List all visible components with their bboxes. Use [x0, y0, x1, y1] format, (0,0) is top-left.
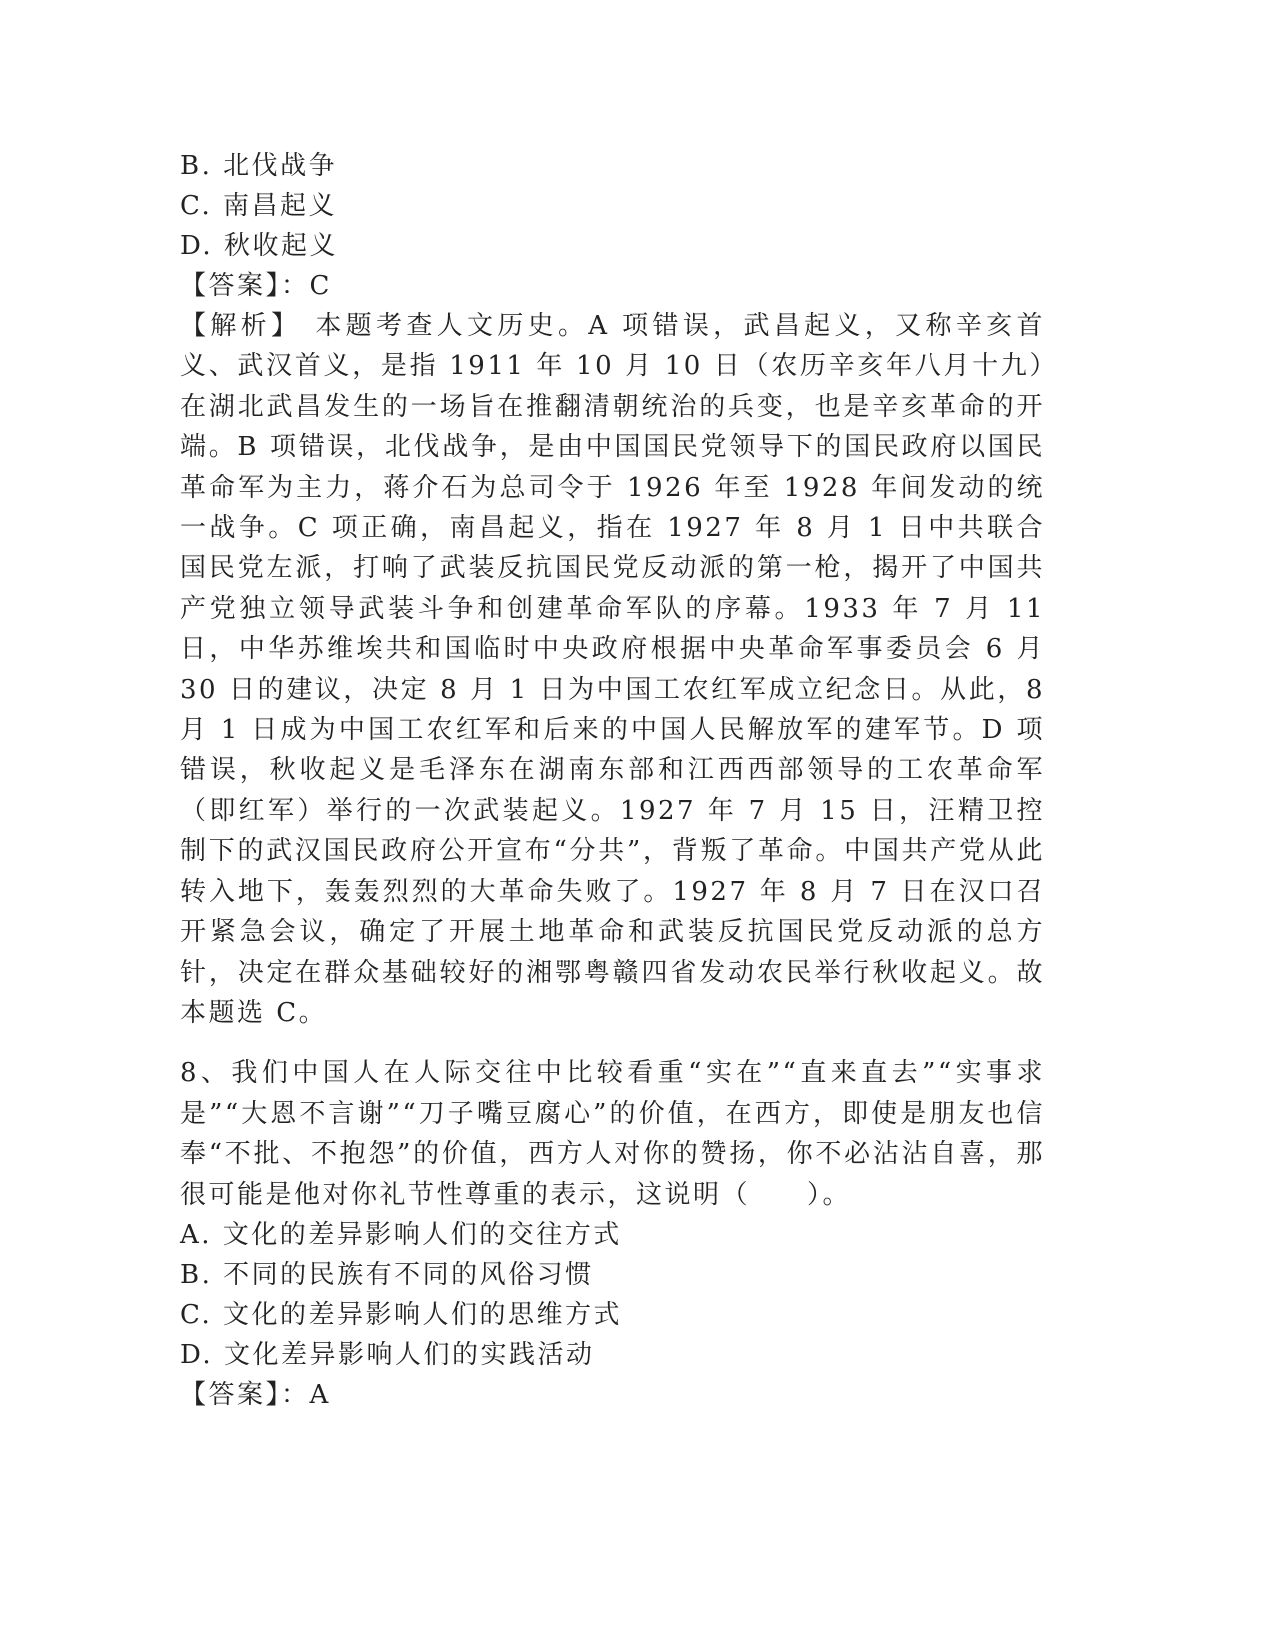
q7-option-d: D. 秋收起义 — [180, 231, 338, 261]
question-7-continuation — [180, 146, 1080, 1033]
q7-analysis-text: 本题考查人文历史。A 项错误，武昌起义，又称辛亥首义、武汉首义，是指 1911 年 10 月 10 日（农历辛亥年八月十九）在湖北武昌发生的一场旨在推翻清朝统治的兵变，也是辛亥革命的开端。B 项错误，北伐战争，是由中国国民党领导下的国民政府以国民革命军为主力，蒋介石为总司令于 1926 年至 1928 年间发动的统一战争。C 项正确，南昌起义，指在 1927 年 8 月 1 日中共联合国民党左派，打响了武装反抗国民党反动派的第一枪，揭开了中国共产党独立领导武装斗争和创建革命军队的序幕。1933 年 7 月 11 日，中华苏维埃共和国临时中央政府根据中央革命军事委员会 6 月 30 日的建议，决定 8 月 1 日为中国工农红军成立纪念日。从此，8 月 1 日成为中国工农红军和后来的中国人民解放军的建军节。D 项错误，秋收起义是毛泽东在湖南东部和江西西部领导的工农革命军（即红军）举行的一次武装起义。1927 年 7 月 15 日，汪精卫控制下的武汉国民政府公开宣布“分共”，背叛了革命。中国共产党从此转入地下，轰轰烈烈的大革命失败了。1927 年 8 月 7 日在汉口召开紧急会议，确定了开展土地革命和武装反抗国民党反动派的总方针，决定在群众基础较好的湘鄂粤赣四省发动农民举行秋收起义。故本题选 C。 — [180, 311, 1045, 1028]
document-page — [180, 146, 1080, 1415]
q8-answer: 【答案】：A — [180, 1379, 331, 1410]
q8-option-a: A. 文化的差异影响人们的交往方式 — [180, 1219, 622, 1250]
q8-option-c: C. 文化的差异影响人们的思维方式 — [180, 1299, 622, 1330]
question-8 — [180, 1053, 1080, 1415]
q8-option-d: D. 文化差异影响人们的实践活动 — [180, 1339, 595, 1370]
q8-stem: 8、我们中国人在人际交往中比较看重“实在”“直来直去”“实事求是”“大恩不言谢”“刀子嘴豆腐心”的价值，在西方，即使是朋友也信奉“不批、不抱怨”的价值，西方人对你的赞扬，你不必沾沾自喜，那很可能是他对你礼节性尊重的表示，这说明（ ）。 — [180, 1058, 1045, 1210]
q7-answer: 【答案】：C — [180, 271, 332, 301]
q7-option-c: C. 南昌起义 — [180, 191, 337, 221]
spacer — [180, 1033, 1080, 1053]
q8-option-b: B. 不同的民族有不同的风俗习惯 — [180, 1259, 594, 1290]
q7-analysis-label: 【解析】 — [180, 311, 302, 341]
q7-analysis — [180, 306, 1045, 1033]
q7-option-b: B. 北伐战争 — [180, 151, 338, 181]
